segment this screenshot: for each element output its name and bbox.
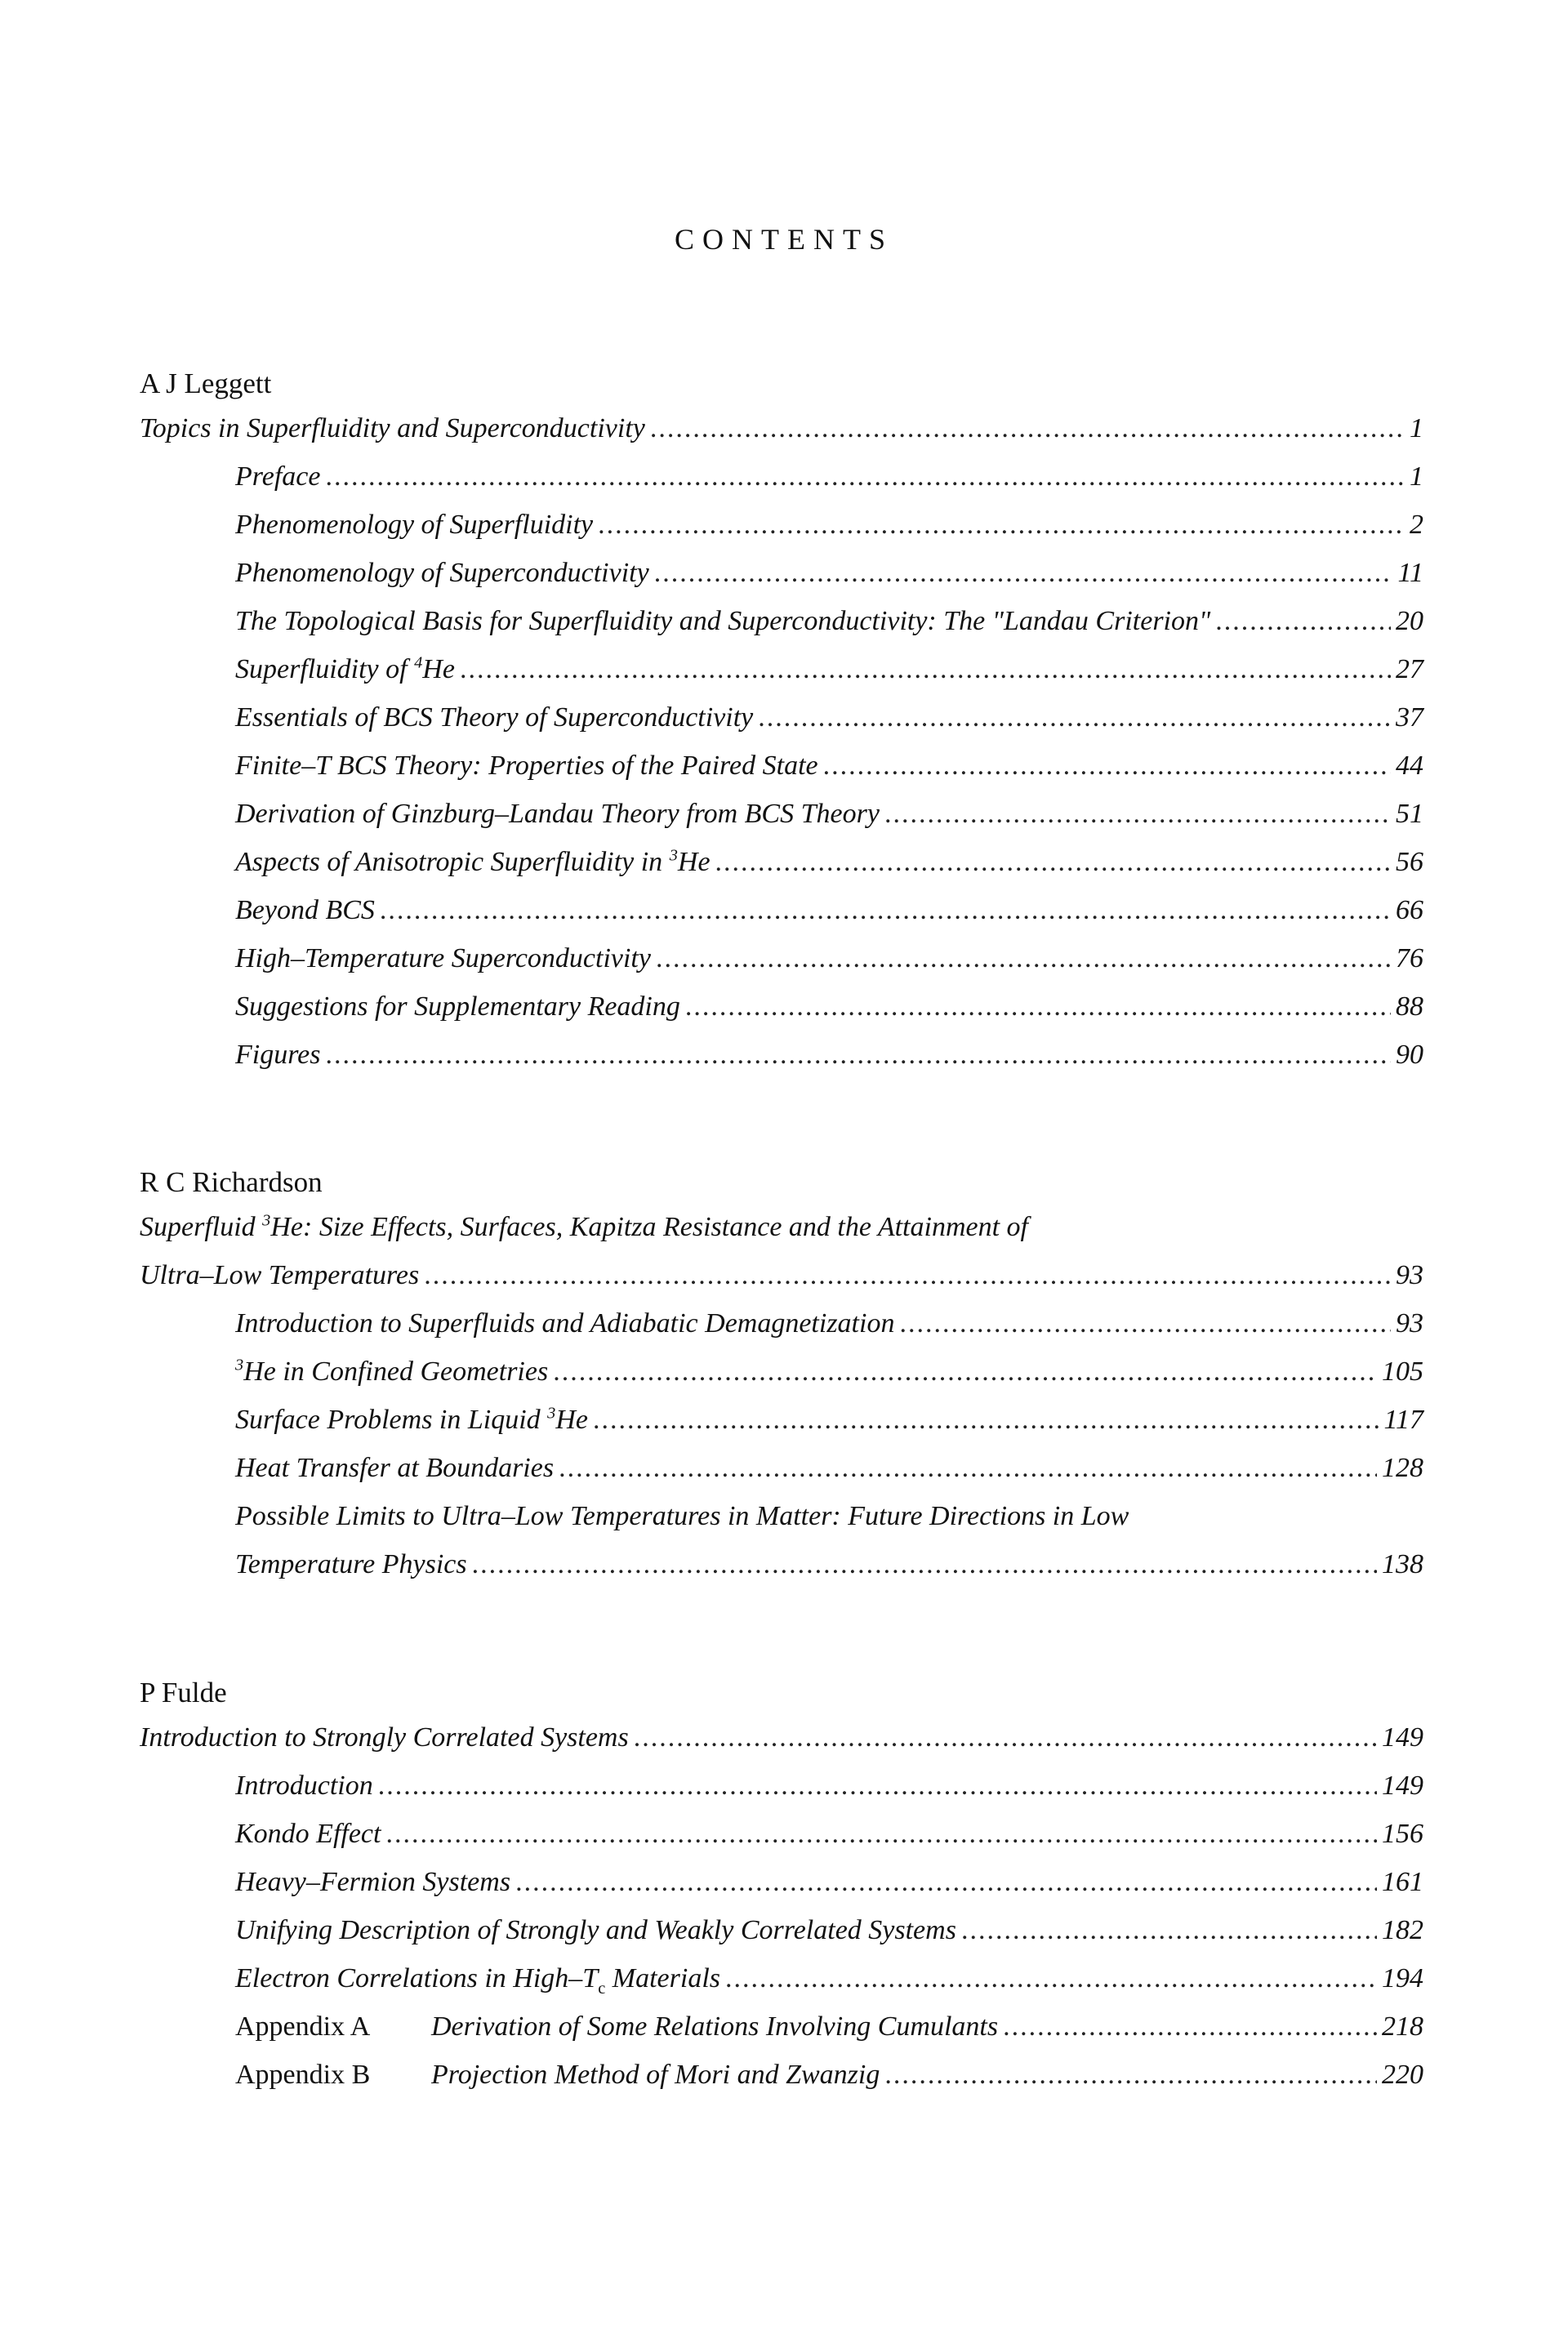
page-number: 37 <box>1396 702 1423 733</box>
leader-dots <box>380 895 1391 926</box>
page-number: 105 <box>1382 1356 1423 1387</box>
toc-entry[interactable] <box>235 1453 1423 1489</box>
toc-entry[interactable] <box>235 1405 1423 1441</box>
toc-entry-appendix[interactable] <box>235 2060 1423 2096</box>
leader-dots <box>685 991 1391 1022</box>
author-name: A J Leggett <box>140 368 272 399</box>
entry-title: Aspects of Anisotropic Superfluidity in $^3$He <box>235 846 710 877</box>
page-number: 117 <box>1383 1405 1423 1435</box>
author-name: P Fulde <box>140 1677 227 1708</box>
entry-title: Phenomenology of Superconductivity <box>235 558 649 588</box>
entry-title: Heat Transfer at Boundaries <box>235 1453 555 1483</box>
toc-entry[interactable] <box>235 895 1423 931</box>
page-number: 156 <box>1382 1819 1423 1849</box>
page-number: 182 <box>1382 1915 1423 1945</box>
page-number: 128 <box>1382 1453 1423 1483</box>
leader-dots <box>385 1819 1377 1850</box>
leader-dots <box>634 1722 1377 1753</box>
entry-title: High–Temperature Superconductivity <box>235 943 651 973</box>
page-number: 138 <box>1382 1549 1423 1579</box>
leader-dots <box>460 654 1391 685</box>
entry-title-continuation: Ultra–Low Temperatures <box>140 1260 420 1290</box>
entry-title: Introduction <box>235 1771 373 1801</box>
leader-dots <box>656 943 1391 974</box>
leader-dots <box>598 510 1405 541</box>
entry-title: Topics in Superfluidity and Superconductivity <box>140 413 645 443</box>
entry-title: Unifying Description of Strongly and Weakly Correlated Systems <box>235 1915 956 1945</box>
entry-title: Beyond BCS <box>235 895 375 925</box>
entry-title: Kondo Effect <box>235 1819 381 1849</box>
leader-dots <box>593 1405 1379 1436</box>
leader-dots <box>654 558 1393 589</box>
entry-title: Derivation of Ginzburg–Landau Theory from BCS Theory <box>235 799 880 829</box>
toc-entry[interactable] <box>235 1915 1423 1951</box>
page-number: 161 <box>1382 1867 1423 1897</box>
entry-title: Surface Problems in Liquid $^3$He <box>235 1404 589 1435</box>
entry-title: Figures <box>235 1040 321 1070</box>
toc-entry[interactable] <box>235 1963 1423 1999</box>
toc-entry[interactable] <box>235 1308 1423 1344</box>
leader-dots <box>559 1453 1377 1484</box>
toc-entry[interactable] <box>235 991 1423 1027</box>
leader-dots <box>961 1915 1377 1946</box>
page-number: 51 <box>1396 799 1423 829</box>
leader-dots <box>725 1963 1377 1994</box>
toc-entry-title[interactable]: Possible Limits to Ultra–Low Temperatures in Matter: Future Directions in Low <box>235 1501 1129 1531</box>
entry-title: $^3$He in Confined Geometries <box>235 1356 549 1387</box>
toc-entry[interactable] <box>235 847 1423 883</box>
toc-entry[interactable] <box>235 654 1423 690</box>
leader-dots <box>553 1356 1377 1388</box>
entry-title: Preface <box>235 461 321 492</box>
page-number: 11 <box>1397 558 1423 588</box>
toc-entry[interactable] <box>235 1356 1423 1392</box>
toc-entry[interactable] <box>235 1040 1423 1076</box>
page-number: 56 <box>1396 847 1423 877</box>
leader-dots <box>884 799 1391 830</box>
leader-dots <box>650 413 1405 444</box>
leader-dots <box>1215 606 1391 637</box>
toc-entry[interactable] <box>235 799 1423 835</box>
entry-title: Electron Correlations in High–$T_c$ Materials <box>235 1963 720 1998</box>
leader-dots <box>378 1771 1377 1802</box>
appendix-label: Appendix B <box>235 2060 371 2090</box>
leader-dots <box>823 751 1391 782</box>
toc-entry-appendix[interactable] <box>235 2011 1423 2047</box>
toc-entry[interactable] <box>235 558 1423 594</box>
page-number: 93 <box>1396 1308 1423 1339</box>
leader-dots <box>424 1260 1391 1291</box>
leader-dots <box>1003 2011 1377 2042</box>
entry-title: Suggestions for Supplementary Reading <box>235 991 680 1022</box>
toc-entry[interactable] <box>235 1867 1423 1903</box>
leader-dots <box>758 702 1391 733</box>
page-number: 66 <box>1396 895 1423 925</box>
appendix-label: Appendix A <box>235 2011 371 2042</box>
leader-dots <box>326 1040 1391 1071</box>
toc-entry[interactable] <box>235 606 1423 642</box>
toc-entry[interactable] <box>235 461 1423 497</box>
toc-entry[interactable] <box>235 1819 1423 1855</box>
entry-title: Essentials of BCS Theory of Superconductivity <box>235 702 754 733</box>
toc-entry[interactable] <box>235 702 1423 738</box>
page-number: 90 <box>1396 1040 1423 1070</box>
author-name: R C Richardson <box>140 1166 323 1198</box>
page-number: 27 <box>1396 654 1423 684</box>
leader-dots <box>472 1549 1377 1580</box>
leader-dots <box>515 1867 1377 1898</box>
toc-entry-main-title[interactable]: Superfluid $^3$He: Size Effects, Surfaces, Kapitza Resistance and the Attainment of <box>140 1211 1028 1242</box>
page-number: 93 <box>1396 1260 1423 1290</box>
toc-entry[interactable] <box>235 1771 1423 1806</box>
entry-title: Appendix A Derivation of Some Relations Involving Cumulants <box>235 2011 999 2042</box>
toc-entry[interactable] <box>235 943 1423 979</box>
entry-title: Phenomenology of Superfluidity <box>235 510 594 540</box>
page-number: 2 <box>1410 510 1423 540</box>
page-number: 194 <box>1382 1963 1423 1993</box>
entry-title-continuation: Temperature Physics <box>235 1549 467 1579</box>
page-number: 20 <box>1396 606 1423 636</box>
page-number: 1 <box>1410 413 1423 443</box>
entry-title: Introduction to Superfluids and Adiabatic Demagnetization <box>235 1308 895 1339</box>
leader-dots <box>325 461 1405 492</box>
toc-entry-main[interactable] <box>140 413 1423 449</box>
page-number: 149 <box>1382 1771 1423 1801</box>
page-title: CONTENTS <box>675 223 893 256</box>
toc-entry[interactable] <box>235 510 1423 546</box>
page-number: 1 <box>1410 461 1423 492</box>
leader-dots <box>715 847 1391 878</box>
entry-title: The Topological Basis for Superfluidity and Superconductivity: The "Landau Criterion" <box>235 606 1211 636</box>
page-number: 44 <box>1396 751 1423 781</box>
toc-entry-main[interactable] <box>140 1260 1423 1296</box>
page-number: 218 <box>1382 2011 1423 2042</box>
entry-title: Superfluidity of $^4$He <box>235 653 455 684</box>
page-number: 220 <box>1382 2060 1423 2090</box>
page-number: 149 <box>1382 1722 1423 1753</box>
entry-title: Heavy–Fermion Systems <box>235 1867 511 1897</box>
page-number: 76 <box>1396 943 1423 973</box>
toc-entry[interactable] <box>235 751 1423 786</box>
toc-entry[interactable] <box>235 1549 1423 1585</box>
entry-title: Appendix B Projection Method of Mori and Zwanzig <box>235 2060 880 2090</box>
leader-dots <box>899 1308 1391 1339</box>
entry-title: Finite–T BCS Theory: Properties of the Paired State <box>235 751 818 781</box>
toc-entry-main[interactable] <box>140 1722 1423 1758</box>
page-number: 88 <box>1396 991 1423 1022</box>
leader-dots <box>884 2060 1377 2091</box>
entry-title: Introduction to Strongly Correlated Systems <box>140 1722 629 1753</box>
